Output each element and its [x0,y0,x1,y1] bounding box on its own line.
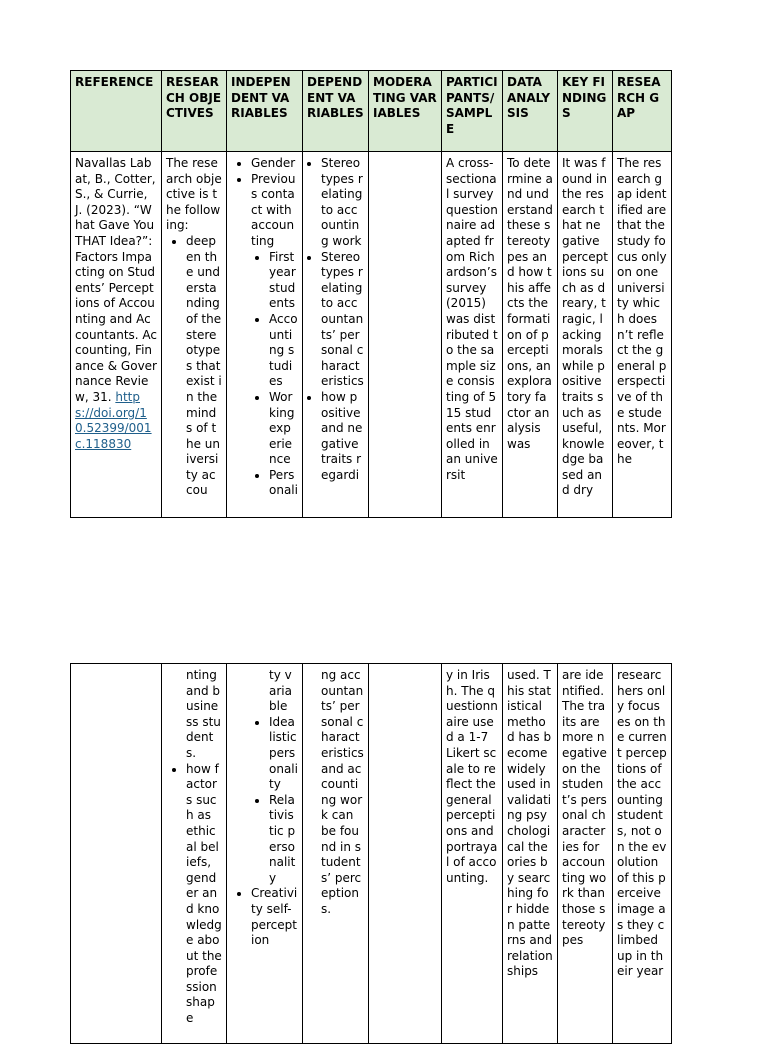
header-moderating-variables: MODERATING VARIABLES [369,71,442,152]
list-item: • how factors such as ethical beliefs, gender and knowledge about the profession shape [186,762,222,1027]
list-item: • how positive and negative traits regardi [321,390,364,484]
cell-moderating-variables [369,152,442,518]
sub-list [251,668,298,886]
list-item: • Creativity self-perception [251,886,298,948]
list-item: • First year students [269,250,298,312]
list-item [251,668,298,886]
doi-link[interactable]: https://doi.org/10.52399/001c.118830 [75,389,152,451]
cell-objectives [162,664,227,1044]
header-objectives: RESEARCH OBJECTIVES [162,71,227,152]
list-item: • Stereotypes relating to accounting work [321,156,364,250]
list-item: • Relativistic personality [269,793,298,887]
list-item: • Personali [269,468,298,499]
cell-participants: A cross-sectional survey questionnaire adapted from Richardson’s survey (2015) was distributed to the sample size consisting of 515 students enrolled in an universit [442,152,503,518]
cell-key-findings: are identified. The traits are more negative on the student’s personal characteries for accounting work than those stereotypes [558,664,613,1044]
table-row [71,664,672,1044]
cell-research-gap: researchers only focuses on the current perceptions of the accounting students, not on the evolution of this perceive image as they climbed up in their year [613,664,672,1044]
header-independent-variables: INDEPENDENT VARIABLES [227,71,303,152]
cell-data-analysis: To determine and understand these stereotypes and how this affects the formation of perceptions, an exploratory factor analysis was [503,152,558,518]
cell-objectives [162,152,227,518]
independent-list [231,156,298,499]
header-reference: REFERENCE [71,71,162,152]
header-data-analysis: DATA ANALYSIS [503,71,558,152]
cell-data-analysis: used. This statistical method has become widely used in validating psychological theories by searching for hidden patterns and relationships [503,664,558,1044]
literature-table-top [70,70,672,518]
list-item-continued: ty variable [269,668,292,714]
reference-citation: Navallas Labat, B., Cotter, S., & Currie, J. (2023). “What Gave You THAT Idea?”: Factors Impacting on Students’ Perceptions of Accounting and Accountants. Accounting, Finance & Governance Review, 31. [75,156,157,404]
cell-participants: y in Irish. The questionnaire used a 1-7 Likert scale to reflect the general perceptions and portrayal of accounting. [442,664,503,1044]
list-item: • Gender [251,156,298,172]
dependent-list [307,156,364,483]
sub-list [251,250,298,500]
list-item: • Idealistic personality [269,715,298,793]
header-dependent-variables: DEPENDENT VARIABLES [303,71,369,152]
list-item: • Working experience [269,390,298,468]
list-item-continued: nting and business students. [186,668,221,760]
cell-dependent-variables [303,664,369,1044]
cell-key-findings: It was found in the research that negative perceptions such as dreary, tragic, lacking morals while positive traits such as useful, knowledge based and dry [558,152,613,518]
cell-reference [71,664,162,1044]
header-participants: PARTICIPANTS/ SAMPLE [442,71,503,152]
list-item-label: Previous contact with accounting [251,171,296,248]
objectives-list [166,668,222,1027]
list-item: • Stereotypes relating to accountants’ personal characteristics [321,250,364,390]
list-item [251,172,298,499]
cell-independent-variables [227,664,303,1044]
cell-independent-variables [227,152,303,518]
header-key-findings: KEY FINDINGS [558,71,613,152]
objectives-intro: The research objective is the following: [166,156,222,233]
header-research-gap: RESEARCH GAP [613,71,672,152]
cell-research-gap: The research gap identified are that the study focus only on one university which doesn’t reflect the general perspective of the students. Moreover, the [613,152,672,518]
dependent-list [307,668,364,918]
header-row [71,71,672,152]
cell-moderating-variables [369,664,442,1044]
literature-table-continued [70,663,672,1044]
list-item: • Accounting studies [269,312,298,390]
list-item-continued: ng accountants’ personal characteristics and accounting work can be found in students’ perceptions. [321,668,364,916]
cell-reference [71,152,162,518]
list-item: • deepen the understanding of the stereotypes that exist in the minds of the university accou [186,234,222,499]
independent-list [231,668,298,949]
table-row [71,152,672,518]
objectives-list [166,234,222,499]
cell-dependent-variables [303,152,369,518]
